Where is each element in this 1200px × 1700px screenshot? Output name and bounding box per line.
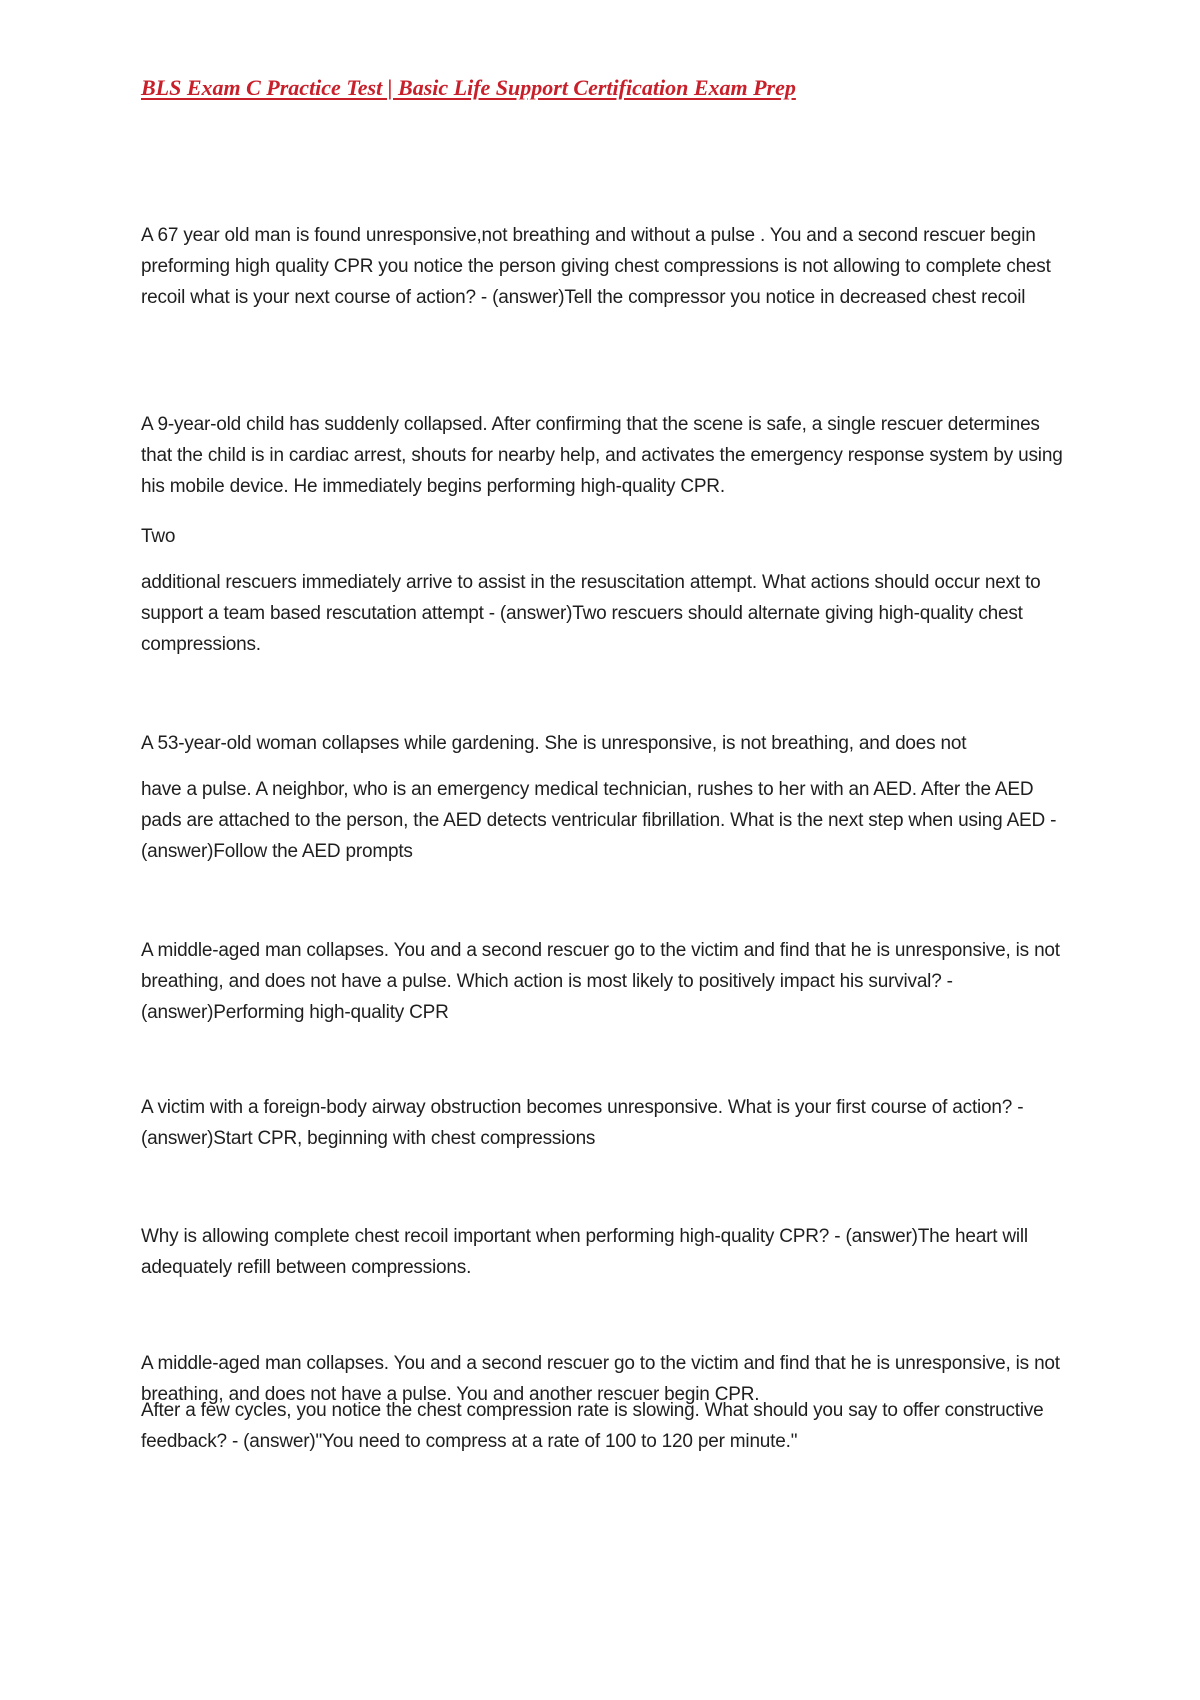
question-paragraph-3: Two bbox=[141, 526, 176, 547]
document-title: BLS Exam C Practice Test | Basic Life Support Certification Exam Prep bbox=[141, 75, 796, 100]
question-paragraph-4: additional rescuers immediately arrive to assist in the resuscitation attempt. What actions should occur next to support a team based rescutation attempt - (answer)Two rescuers should alternate giving high-quality chest compressions. bbox=[141, 572, 1041, 655]
question-paragraph-7: A middle-aged man collapses. You and a second rescuer go to the victim and find that he is unresponsive, is not breathing, and does not have a pulse. Which action is most likely to positively impact his survival? - (answer)Performing high-quality CPR bbox=[141, 940, 1060, 1023]
question-paragraph-1: A 67 year old man is found unresponsive,not breathing and without a pulse . You and a second rescuer begin preforming high quality CPR you notice the person giving chest compressions is not allowing to complete chest recoil what is your next course of action? - (answer)Tell the compressor you notice in decreased chest recoil bbox=[141, 225, 1051, 308]
question-paragraph-9: Why is allowing complete chest recoil important when performing high-quality CPR? - (answer)The heart will adequately refill between compressions. bbox=[141, 1226, 1028, 1278]
question-paragraph-11: After a few cycles, you notice the chest compression rate is slowing. What should you say to offer constructive feedback? - (answer)"You need to compress at a rate of 100 to 120 per minute." bbox=[141, 1400, 1044, 1452]
question-paragraph-5: A 53-year-old woman collapses while gardening. She is unresponsive, is not breathing, and does not bbox=[141, 733, 967, 754]
question-paragraph-10: A middle-aged man collapses. You and a second rescuer go to the victim and find that he is unresponsive, is not breathing, and does not have a pulse. You and another rescuer begin CPR. bbox=[141, 1353, 1060, 1405]
question-paragraph-8: A victim with a foreign-body airway obstruction becomes unresponsive. What is your first course of action? - (answer)Start CPR, beginning with chest compressions bbox=[141, 1097, 1024, 1149]
question-paragraph-2: A 9-year-old child has suddenly collapsed. After confirming that the scene is safe, a single rescuer determines that the child is in cardiac arrest, shouts for nearby help, and activates the emergency response system by using his mobile device. He immediately begins performing high-quality CPR. bbox=[141, 414, 1063, 497]
question-paragraph-6: have a pulse. A neighbor, who is an emergency medical technician, rushes to her with an AED. After the AED pads are attached to the person, the AED detects ventricular fibrillation. What is the next step when using AED - (answer)Follow the AED prompts bbox=[141, 779, 1057, 862]
